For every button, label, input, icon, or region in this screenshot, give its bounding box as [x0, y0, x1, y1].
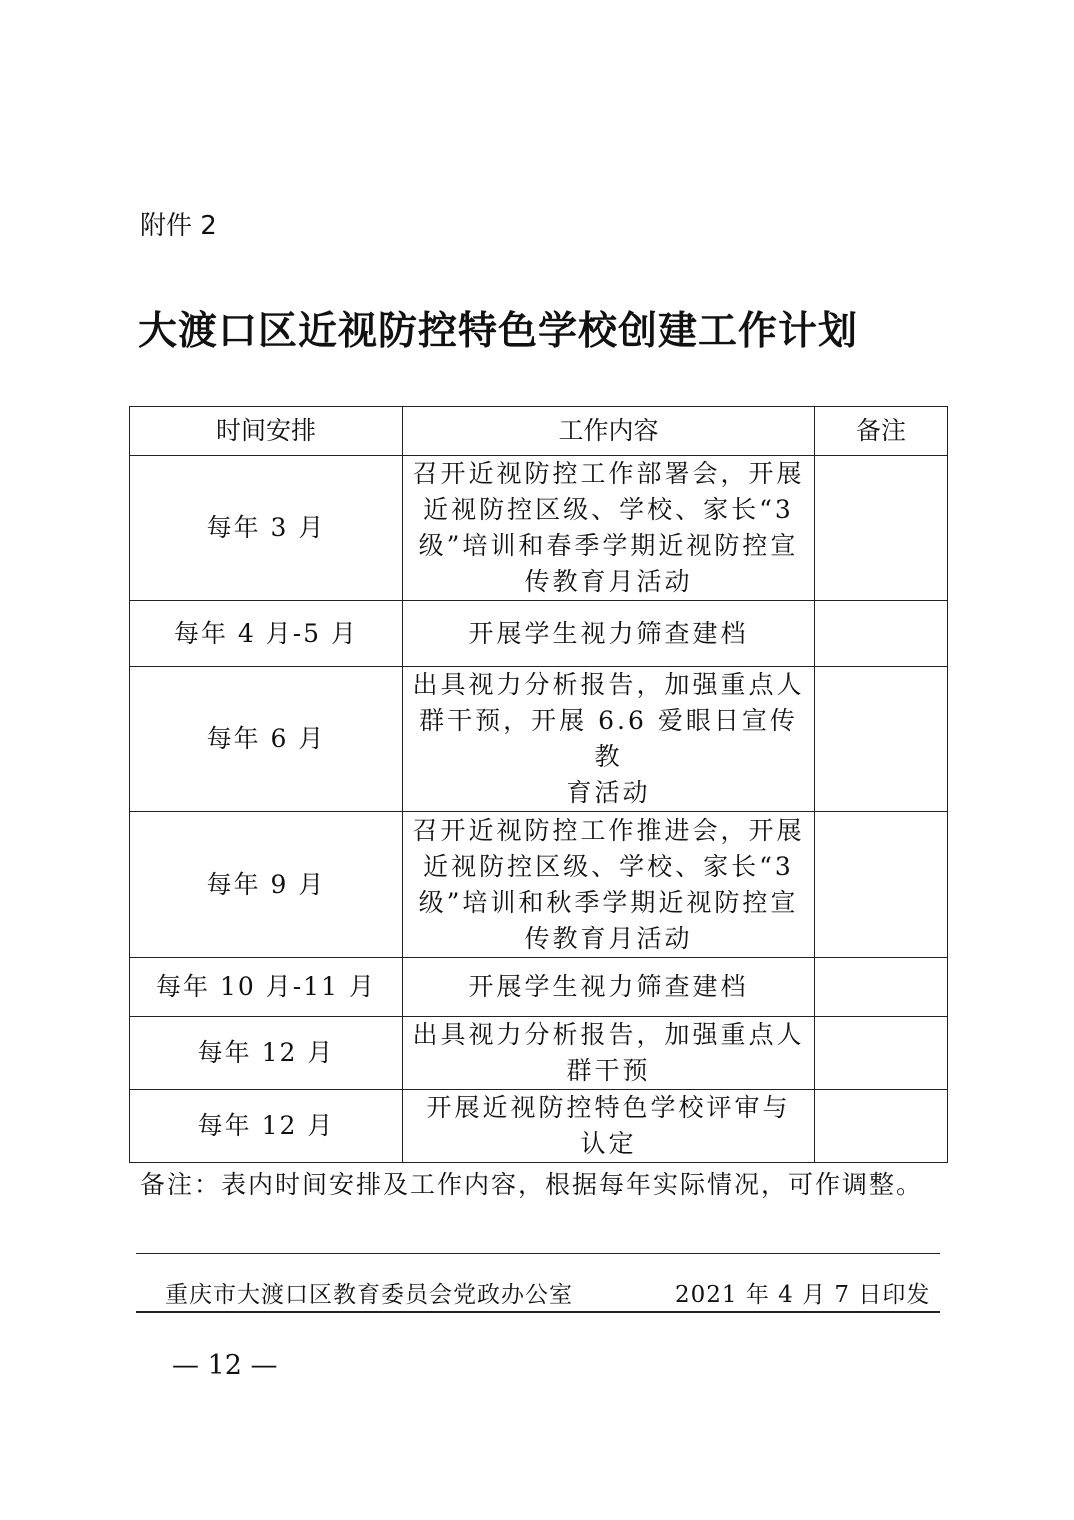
header-remark: 备注 [815, 407, 948, 456]
table-row [130, 456, 948, 601]
time-cell: 每年 10 月-11 月 [130, 958, 403, 1017]
table-row [130, 1017, 948, 1090]
content-cell [403, 1090, 815, 1163]
content-cell [403, 456, 815, 601]
content-line: 传教育月活动 [524, 923, 693, 953]
table-row [130, 812, 948, 958]
attachment-label: 附件 2 [140, 211, 217, 241]
table-row [130, 1090, 948, 1163]
page-title: 大渡口区近视防控特色学校创建工作计划 [138, 309, 859, 354]
time-cell: 每年 12 月 [130, 1090, 403, 1163]
content-line: 育活动 [566, 778, 651, 807]
content-line: 开展学生视力筛查建档 [468, 972, 749, 1001]
content-line: 级”培训和春季学期近视防控宣 [418, 531, 799, 560]
content-line: 传教育月活动 [524, 567, 693, 596]
header-content: 工作内容 [403, 407, 815, 456]
remark-cell [815, 456, 948, 601]
remark-cell [815, 1090, 948, 1163]
footer-issuer: 重庆市大渡口区教育委员会党政办公室 [165, 1282, 573, 1308]
time-cell: 每年 4 月-5 月 [130, 601, 403, 667]
content-line: 级”培训和秋季学期近视防控宣 [418, 887, 799, 917]
time-cell: 每年 6 月 [130, 667, 403, 812]
content-line: 近视防控区级、学校、家长“3 [423, 851, 794, 881]
content-line: 出具视力分析报告，加强重点人 [412, 670, 805, 699]
remark-cell [815, 812, 948, 958]
time-cell: 每年 9 月 [130, 812, 403, 958]
time-cell: 每年 12 月 [130, 1017, 403, 1090]
remark-cell [815, 601, 948, 667]
content-line: 召开近视防控工作推进会，开展 [412, 815, 805, 845]
work-plan-table [129, 406, 948, 1163]
content-line: 召开近视防控工作部署会，开展 [412, 459, 805, 488]
remark-cell [815, 667, 948, 812]
content-cell [403, 601, 815, 667]
content-cell [403, 1017, 815, 1090]
content-cell [403, 667, 815, 812]
table-row [130, 958, 948, 1017]
content-line: 出具视力分析报告，加强重点人 [412, 1020, 805, 1049]
footer-top-rule [136, 1253, 940, 1254]
content-line: 群干预，开展 6.6 爱眼日宣传教 [419, 706, 798, 771]
content-line: 近视防控区级、学校、家长“3 [423, 495, 794, 524]
table-row [130, 667, 948, 812]
content-cell [403, 958, 815, 1017]
content-line: 开展近视防控特色学校评审与 [426, 1093, 791, 1122]
header-time: 时间安排 [130, 407, 403, 456]
time-cell: 每年 3 月 [130, 456, 403, 601]
footer-bottom-rule [136, 1311, 940, 1313]
page-number: — 12 — [172, 1350, 278, 1381]
content-cell [403, 812, 815, 958]
table-note: 备注：表内时间安排及工作内容，根据每年实际情况，可作调整。 [140, 1170, 924, 1199]
remark-cell [815, 958, 948, 1017]
content-line: 开展学生视力筛查建档 [468, 618, 749, 648]
footer-issue-date: 2021 年 4 月 7 日印发 [675, 1282, 931, 1308]
remark-cell [815, 1017, 948, 1090]
content-line: 认定 [580, 1129, 637, 1158]
table-header-row [130, 407, 948, 456]
table-row [130, 601, 948, 667]
content-line: 群干预 [566, 1056, 651, 1085]
